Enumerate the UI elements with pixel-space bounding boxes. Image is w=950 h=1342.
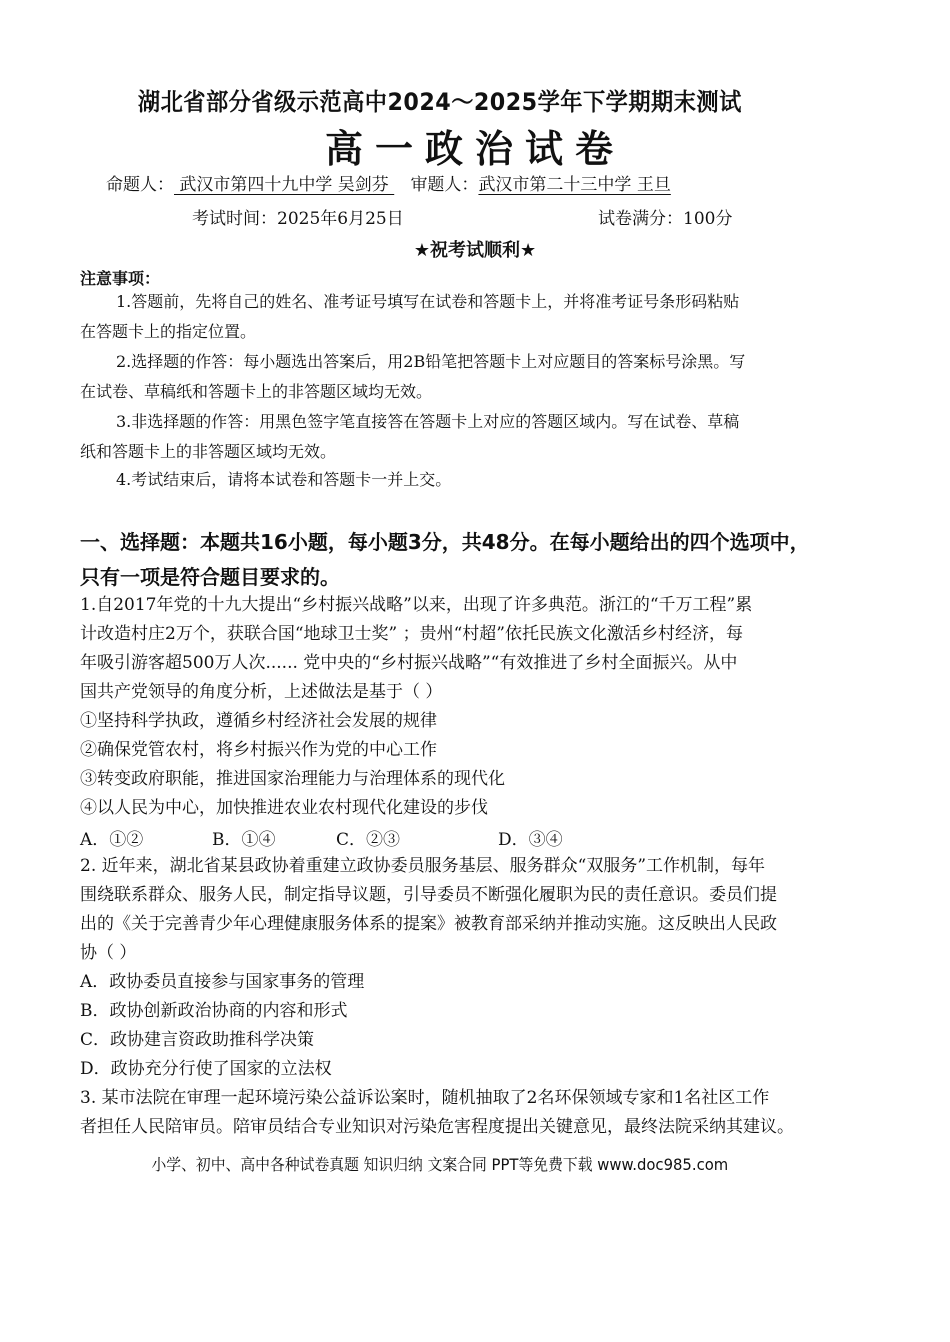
question-2-option: C．政协建言资政助推科学决策 [80, 1030, 315, 1050]
question-2-line: 出的《关于完善青少年心理健康服务体系的提案》被教育部采纳并推动实施。这反映出人民政 [80, 914, 777, 934]
question-1-statement: ①坚持科学执政，遵循乡村经济社会发展的规律 [80, 711, 437, 731]
setter-label: 命题人： [106, 175, 174, 195]
question-2-option: D．政协充分行使了国家的立法权 [80, 1059, 332, 1079]
notice-line: 4.考试结束后，请将本试卷和答题卡一并上交。 [116, 470, 452, 489]
notice-line: 纸和答题卡上的非答题区域均无效。 [80, 442, 337, 461]
full-score: 试卷满分：100分 [598, 209, 733, 229]
question-1-line: 年吸引游客超500万人次...... 党中央的“乡村振兴战略”“有效推进了乡村全面振兴。从中 [80, 653, 738, 673]
question-2-line: 围绕联系群众、服务人民，制定指导议题，引导委员不断强化履职为民的责任意识。委员们提 [80, 885, 777, 905]
blessing: ★祝考试顺利★ [413, 240, 537, 261]
reviewer-name: 武汉市第二十三中学 王旦 [478, 175, 671, 195]
question-2-option: B．政协创新政治协商的内容和形式 [80, 1001, 348, 1021]
notice-title: 注意事项： [80, 269, 161, 288]
notice-line: 2.选择题的作答：每小题选出答案后，用2B铅笔把答题卡上对应题目的答案标号涂黑。写 [116, 352, 746, 371]
notice-line: 1.答题前，先将自己的姓名、准考证号填写在试卷和答题卡上，并将准考证号条形码粘贴 [116, 292, 740, 311]
question-1-line: 国共产党领导的角度分析，上述做法是基于（ ） [80, 682, 443, 702]
exam-title: 湖北省部分省级示范高中2024～2025学年下学期期末测试 [137, 88, 742, 116]
exam-time: 考试时间：2025年6月25日 [192, 209, 404, 229]
notice-line: 在答题卡上的指定位置。 [80, 322, 257, 341]
reviewer-label: 审题人： [410, 175, 479, 195]
question-1-statement: ④以人民为中心，加快推进农业农村现代化建设的步伐 [80, 798, 488, 818]
question-3-line: 3. 某市法院在审理一起环境污染公益诉讼案时，随机抽取了2名环保领域专家和1名社区工作 [80, 1088, 770, 1108]
setter-name: 武汉市第四十九中学 吴剑芬 [174, 175, 395, 195]
option-b: B．①④ [212, 830, 276, 850]
notice-line: 3.非选择题的作答：用黑色签字笔直接答在答题卡上对应的答题区域内。写在试卷、草稿 [116, 412, 740, 431]
section-heading-cont: 只有一项是符合题目要求的。 [80, 565, 340, 589]
section-heading: 一、选择题：本题共16小题，每小题3分，共48分。在每小题给出的四个选项中， [80, 530, 810, 554]
footer-text: 小学、初中、高中各种试卷真题 知识归纳 文案合同 PPT等免费下载 www.doc985.com [151, 1155, 729, 1174]
question-2-line: 协（ ） [80, 943, 137, 963]
question-1-line: 计改造村庄2万个，获联合国“地球卫士奖” ；贵州“村超”依托民族文化激活乡村经济，每 [80, 624, 743, 644]
question-1-line: 1.自2017年党的十九大提出“乡村振兴战略”以来，出现了许多典范。浙江的“千万工程”累 [80, 595, 753, 615]
authors-line [106, 170, 671, 195]
question-2-option: A．政协委员直接参与国家事务的管理 [80, 972, 365, 992]
option-a: A．①② [80, 830, 144, 850]
option-c: C．②③ [336, 830, 401, 850]
question-1-statement: ②确保党管农村，将乡村振兴作为党的中心工作 [80, 740, 437, 760]
question-1-statement: ③转变政府职能，推进国家治理能力与治理体系的现代化 [80, 769, 505, 789]
question-2-line: 2. 近年来，湖北省某县政协着重建立政协委员服务基层、服务群众“双服务”工作机制，每年 [80, 856, 766, 876]
notice-line: 在试卷、草稿纸和答题卡上的非答题区域均无效。 [80, 382, 433, 401]
question-3-line: 者担任人民陪审员。陪审员结合专业知识对污染危害程度提出关键意见，最终法院采纳其建议。 [80, 1117, 794, 1137]
option-d: D．③④ [498, 830, 563, 850]
exam-subtitle: 高一政治试卷 [324, 127, 625, 171]
